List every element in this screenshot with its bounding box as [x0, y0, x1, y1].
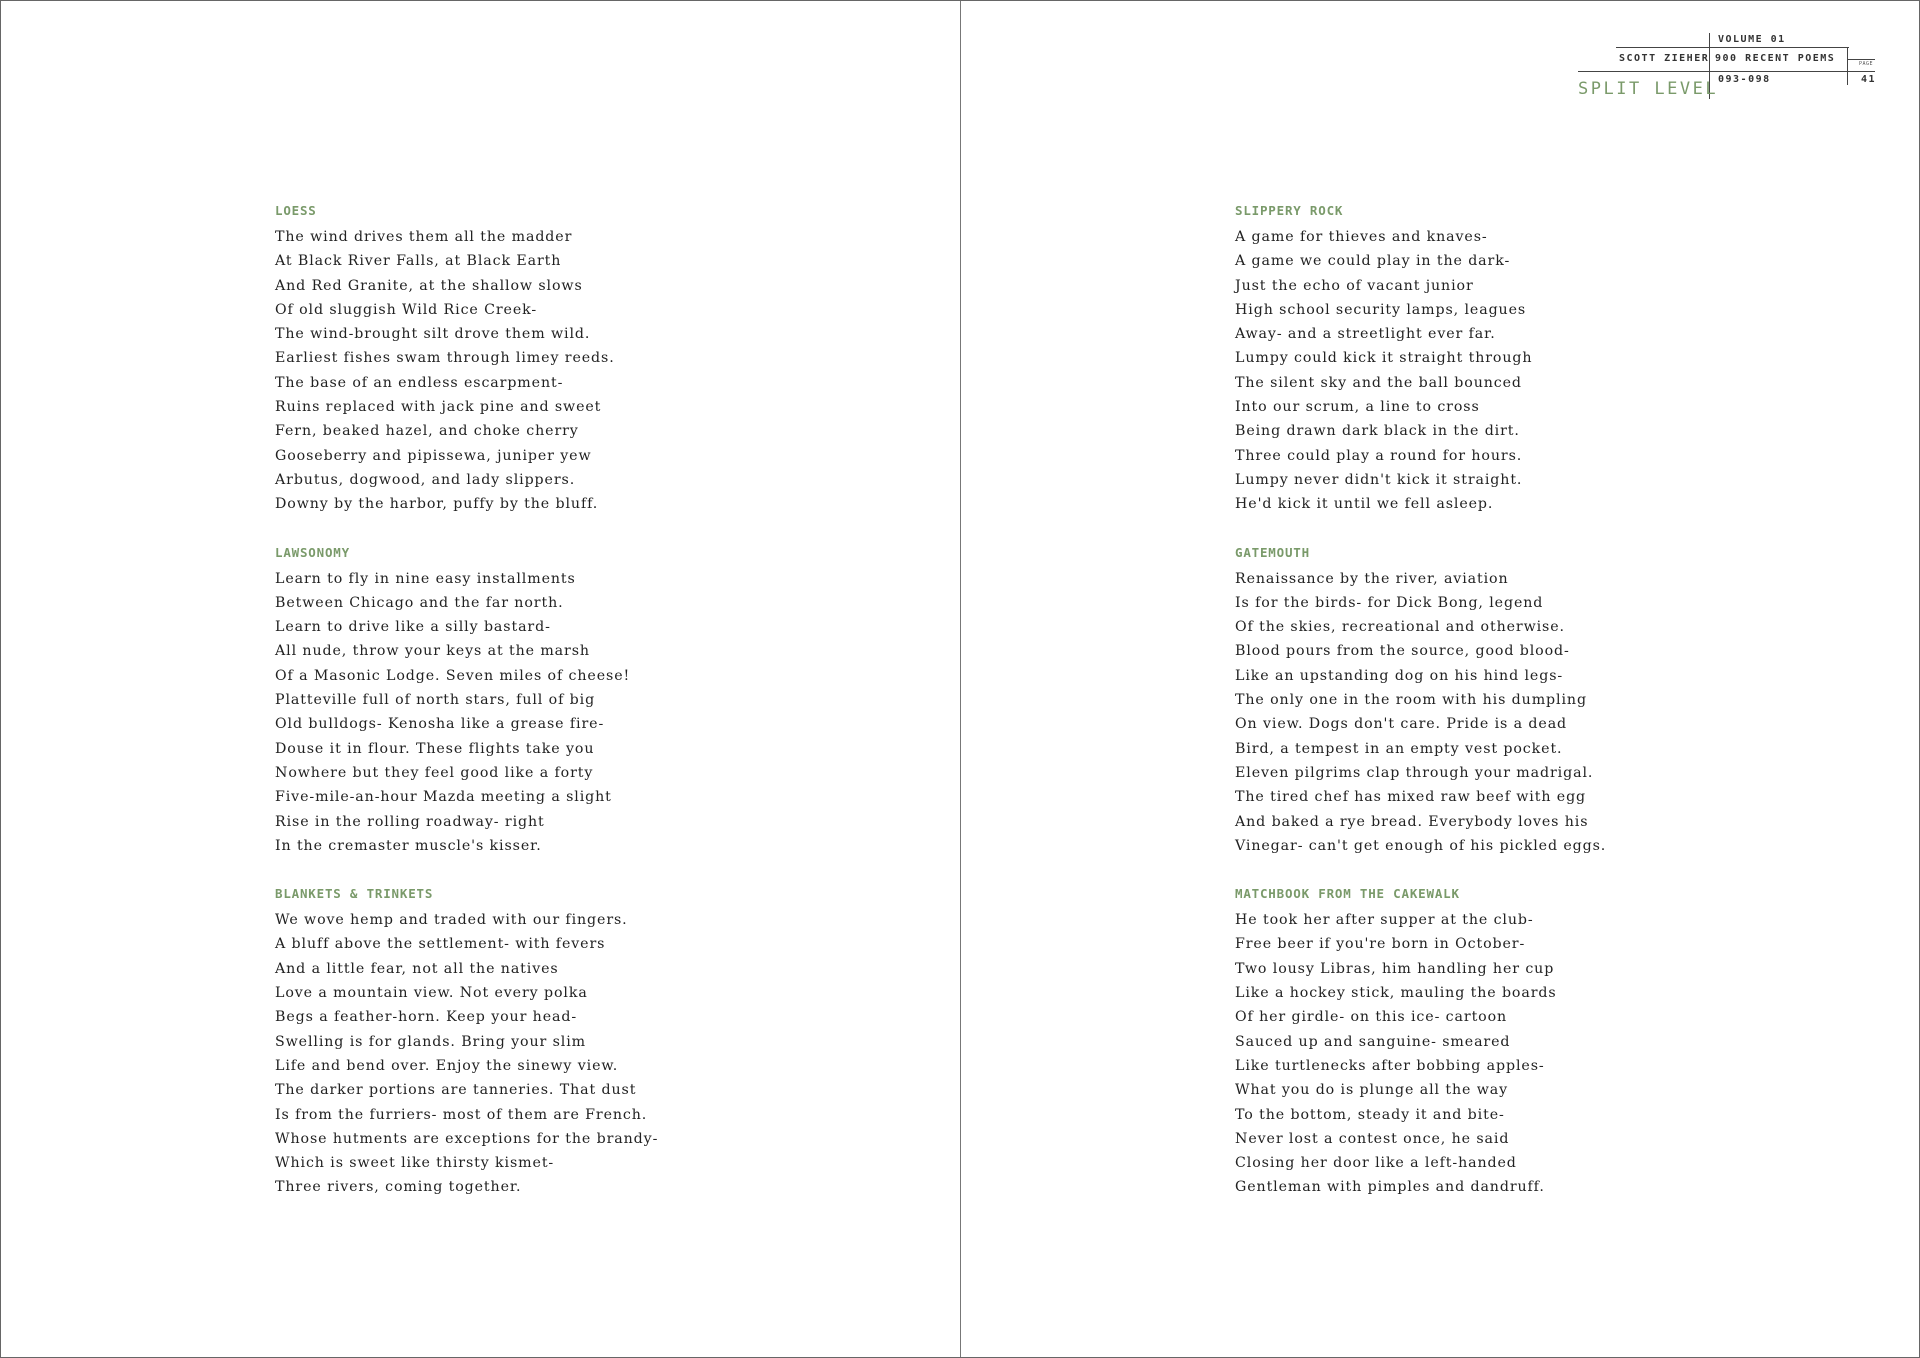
- poem-line: Eleven pilgrims clap through your madrigal.: [1235, 764, 1594, 781]
- poem-line: Just the echo of vacant junior: [1235, 277, 1474, 294]
- header-divider: [1847, 47, 1848, 85]
- poem-line: Lumpy could kick it straight through: [1235, 350, 1533, 367]
- poem-line: Like turtlenecks after bobbing apples-: [1235, 1057, 1545, 1074]
- poem-line: Earliest fishes swam through limey reeds.: [275, 350, 615, 367]
- poem-body: [275, 567, 795, 859]
- poem-line: And baked a rye bread. Everybody loves his: [1235, 813, 1589, 830]
- poem-line: Three could play a round for hours.: [1235, 447, 1523, 464]
- poem: [1235, 201, 1755, 517]
- poem-line: Of old sluggish Wild Rice Creek-: [275, 301, 538, 318]
- poem: [1235, 543, 1755, 859]
- poem-line: Downy by the harbor, puffy by the bluff.: [275, 496, 599, 513]
- poem-line: The darker portions are tanneries. That dust: [275, 1082, 637, 1099]
- poem-line: Learn to drive like a silly bastard-: [275, 619, 551, 636]
- poem-line: Of her girdle- on this ice- cartoon: [1235, 1009, 1508, 1026]
- poem-line: On view. Dogs don't care. Pride is a dead: [1235, 716, 1568, 733]
- poem-line: A bluff above the settlement- with fevers: [275, 936, 606, 953]
- poem-line: Blood pours from the source, good blood-: [1235, 643, 1570, 660]
- poem-line: Vinegar- can't get enough of his pickled eggs.: [1235, 837, 1607, 854]
- poem-line: Closing her door like a left-handed: [1235, 1155, 1517, 1172]
- poem-title: LAWSONOMY: [275, 544, 350, 560]
- poem-line: Begs a feather-horn. Keep your head-: [275, 1009, 578, 1026]
- poem-line: Free beer if you're born in October-: [1235, 936, 1526, 953]
- poem: [275, 201, 795, 517]
- book-title: 900 RECENT POEMS: [1715, 53, 1836, 64]
- page-number: 41: [1861, 74, 1877, 85]
- poem-line: Whose hutments are exceptions for the brandy-: [275, 1130, 659, 1147]
- poem-line: The silent sky and the ball bounced: [1235, 374, 1522, 391]
- right-page-poems: [1235, 201, 1755, 1226]
- poem-line: Five-mile-an-hour Mazda meeting a slight: [275, 789, 612, 806]
- poem-line: He took her after supper at the club-: [1235, 912, 1534, 929]
- poem-line: The wind-brought silt drove them wild.: [275, 326, 591, 343]
- poem: [275, 884, 795, 1200]
- poem-line: We wove hemp and traded with our fingers.: [275, 912, 628, 929]
- poem-line: A game for thieves and knaves-: [1235, 229, 1488, 245]
- poem-line: Is from the furriers- most of them are French.: [275, 1106, 648, 1123]
- poem-line: Of the skies, recreational and otherwise.: [1235, 619, 1565, 636]
- poem-line: All nude, throw your keys at the marsh: [275, 643, 590, 660]
- poem-title: BLANKETS & TRINKETS: [275, 886, 434, 902]
- volume-label: VOLUME 01: [1718, 34, 1786, 45]
- poem-line: Platteville full of north stars, full of big: [275, 692, 596, 709]
- poem-title: SLIPPERY ROCK: [1235, 203, 1344, 218]
- poem-line: Swelling is for glands. Bring your slim: [275, 1033, 586, 1050]
- poem-line: A game we could play in the dark-: [1235, 253, 1511, 270]
- poem-title: LOESS: [275, 203, 317, 218]
- book-spine: [960, 1, 961, 1357]
- poem-line: Lumpy never didn't kick it straight.: [1235, 471, 1523, 488]
- poem-line: Never lost a contest once, he said: [1235, 1130, 1510, 1147]
- poem-body: [275, 908, 795, 1200]
- poem-line: Two lousy Libras, him handling her cup: [1235, 960, 1555, 977]
- poem-title: GATEMOUTH: [1235, 544, 1310, 560]
- poem: [275, 543, 795, 859]
- poem-body: [275, 225, 795, 517]
- poem-line: The only one in the room with his dumpling: [1235, 692, 1587, 709]
- poem-line: Love a mountain view. Not every polka: [275, 985, 588, 1002]
- poem-body: [1235, 225, 1755, 517]
- header-rule: [1847, 71, 1875, 72]
- poem-body: [1235, 908, 1755, 1200]
- poem-line: Between Chicago and the far north.: [275, 594, 564, 611]
- poem-line: And a little fear, not all the natives: [275, 960, 559, 977]
- poem-line: Three rivers, coming together.: [275, 1179, 522, 1196]
- poem-line: In the cremaster muscle's kisser.: [275, 837, 542, 854]
- poem-line: At Black River Falls, at Black Earth: [275, 253, 562, 270]
- poem: [1235, 884, 1755, 1200]
- poem-line: He'd kick it until we fell asleep.: [1235, 496, 1494, 513]
- series-title: SPLIT LEVEL: [1578, 79, 1719, 99]
- poem-line: The base of an endless escarpment-: [275, 374, 564, 391]
- poem-line: Renaissance by the river, aviation: [1235, 570, 1509, 587]
- poem-line: High school security lamps, leagues: [1235, 301, 1527, 318]
- header-rule: [1578, 71, 1848, 72]
- poem-line: Old bulldogs- Kenosha like a grease fire-: [275, 716, 605, 733]
- poem-line: Which is sweet like thirsty kismet-: [275, 1155, 555, 1172]
- poem-line: Is for the birds- for Dick Bong, legend: [1235, 594, 1544, 611]
- poem-line: Like an upstanding dog on his hind legs-: [1235, 667, 1564, 684]
- poem-line: Arbutus, dogwood, and lady slippers.: [275, 471, 576, 488]
- poem-body: [1235, 567, 1755, 859]
- poem-line: Into our scrum, a line to cross: [1235, 399, 1480, 416]
- poem-line: Life and bend over. Enjoy the sinewy view.: [275, 1057, 619, 1074]
- poem-line: Of a Masonic Lodge. Seven miles of cheese!: [275, 667, 631, 684]
- poem-line: Away- and a streetlight ever far.: [1235, 326, 1496, 343]
- poem-line: Rise in the rolling roadway- right: [275, 813, 545, 830]
- poem-line: And Red Granite, at the shallow slows: [275, 277, 583, 294]
- poem-line: Being drawn dark black in the dirt.: [1235, 423, 1520, 440]
- author-name: SCOTT ZIEHER: [1619, 53, 1710, 64]
- poem-line: Gentleman with pimples and dandruff.: [1235, 1179, 1545, 1196]
- poem-line: Like a hockey stick, mauling the boards: [1235, 985, 1557, 1002]
- page-label: PAGE: [1859, 61, 1874, 67]
- poem-line: Fern, beaked hazel, and choke cherry: [275, 423, 579, 440]
- poem-line: To the bottom, steady it and bite-: [1235, 1106, 1505, 1123]
- poem-line: What you do is plunge all the way: [1235, 1082, 1509, 1099]
- poem-line: Douse it in flour. These flights take you: [275, 740, 595, 757]
- poem-title: MATCHBOOK FROM THE CAKEWALK: [1235, 886, 1460, 902]
- poem-line: Gooseberry and pipissewa, juniper yew: [275, 447, 592, 464]
- poem-line: The tired chef has mixed raw beef with egg: [1235, 789, 1587, 806]
- poem-line: Ruins replaced with jack pine and sweet: [275, 399, 602, 416]
- left-page-poems: [275, 201, 795, 1226]
- header-rule: [1616, 47, 1849, 48]
- poem-line: Bird, a tempest in an empty vest pocket.: [1235, 740, 1563, 757]
- poem-line: Learn to fly in nine easy installments: [275, 570, 576, 587]
- running-header: [1, 1, 1919, 111]
- poem-range: 093-098: [1718, 74, 1771, 85]
- poem-line: Nowhere but they feel good like a forty: [275, 764, 594, 781]
- header-rule: [1847, 59, 1875, 60]
- poem-line: Sauced up and sanguine- smeared: [1235, 1033, 1511, 1050]
- poem-line: The wind drives them all the madder: [275, 229, 573, 245]
